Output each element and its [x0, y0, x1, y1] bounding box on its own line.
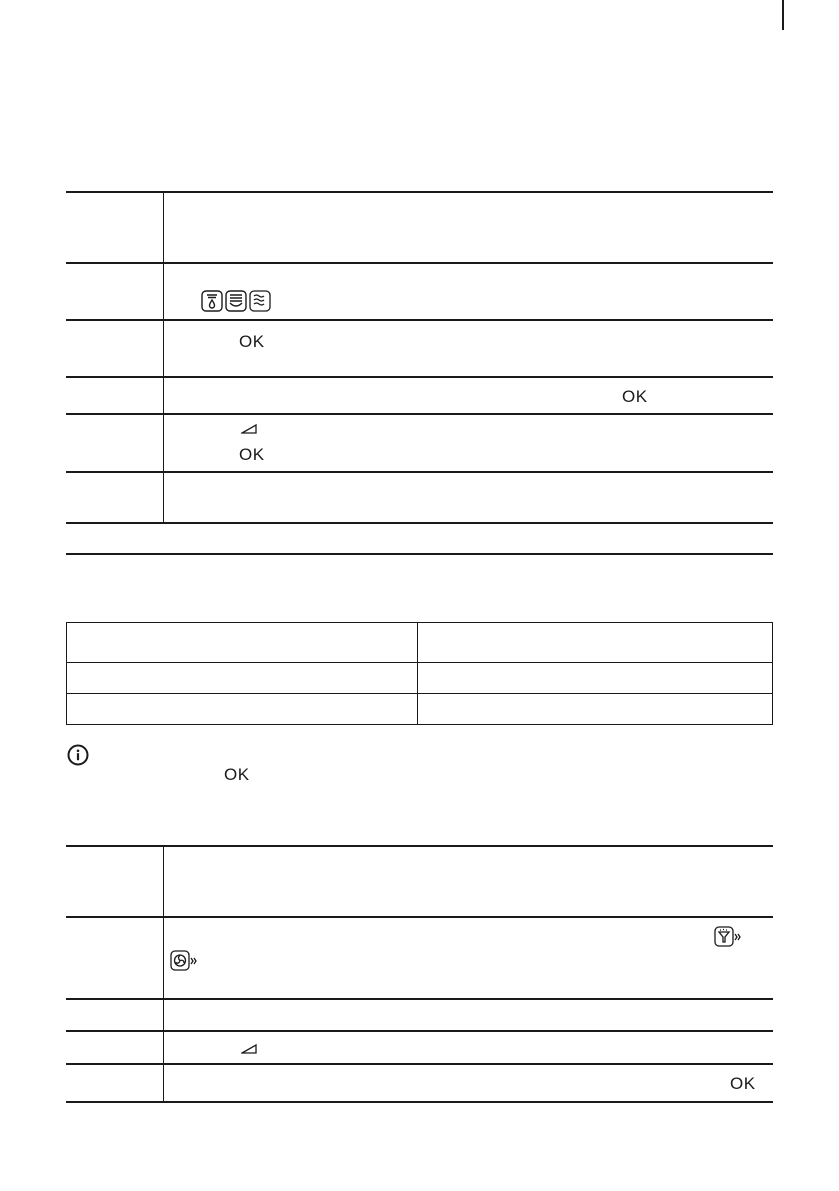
step-number-cell [66, 414, 164, 472]
table-cell [418, 694, 773, 725]
steps-table-1 [66, 191, 773, 555]
table-row [66, 192, 773, 263]
table-row [66, 1031, 773, 1064]
info-icon [67, 744, 89, 766]
step-text-cell [164, 320, 774, 377]
ok-button-symbol: OK [239, 445, 265, 464]
table-row [66, 472, 773, 523]
step-number-cell [66, 1064, 164, 1102]
table-row [67, 663, 773, 694]
step-text-cell [164, 414, 774, 472]
steps-table-2 [66, 845, 773, 1103]
table-row [66, 377, 773, 414]
steam-drop-icon [202, 291, 222, 311]
probe-cup-icon [714, 926, 742, 948]
note-cell [66, 523, 773, 554]
table-row [66, 999, 773, 1031]
step-number-cell [66, 999, 164, 1031]
step-text-cell [164, 1031, 774, 1064]
table-header-row [67, 623, 773, 663]
steam-mode-icons [201, 290, 291, 312]
step-number-cell [66, 472, 164, 523]
step-text-cell [164, 192, 774, 263]
step-text-cell [164, 917, 774, 999]
table-cell [67, 623, 418, 663]
step-number-cell [66, 846, 164, 917]
step-text-cell [164, 846, 774, 917]
step-text-cell [164, 999, 774, 1031]
table-row [66, 1064, 773, 1102]
table-cell [418, 663, 773, 694]
table-row [67, 694, 773, 725]
table-cell [418, 623, 773, 663]
step-number-cell [66, 263, 164, 320]
table-cell [67, 694, 418, 725]
table-row [66, 523, 773, 554]
table-row [66, 320, 773, 377]
table-row [66, 846, 773, 917]
adjust-triangle-icon [241, 424, 257, 434]
step-number-cell [66, 192, 164, 263]
table-cell [67, 663, 418, 694]
ok-button-symbol: OK [239, 332, 265, 351]
probe-fan-icon [170, 950, 198, 972]
step-text-cell [164, 472, 774, 523]
step-number-cell [66, 1031, 164, 1064]
ok-button-symbol: OK [622, 387, 648, 406]
ok-button-symbol: OK [224, 765, 250, 784]
settings-table [66, 622, 773, 725]
step-number-cell [66, 377, 164, 414]
step-text-cell [164, 1064, 774, 1102]
adjust-triangle-icon [241, 1044, 257, 1054]
steam-bowl-icon [226, 291, 246, 311]
steam-waves-icon [250, 291, 270, 311]
step-number-cell [66, 917, 164, 999]
crop-mark [782, 0, 784, 30]
step-number-cell [66, 320, 164, 377]
table-row [66, 263, 773, 320]
step-text-cell [164, 377, 774, 414]
step-text-cell [164, 263, 774, 320]
ok-button-symbol: OK [730, 1074, 756, 1093]
table-row [66, 917, 773, 999]
table-row [66, 414, 773, 472]
